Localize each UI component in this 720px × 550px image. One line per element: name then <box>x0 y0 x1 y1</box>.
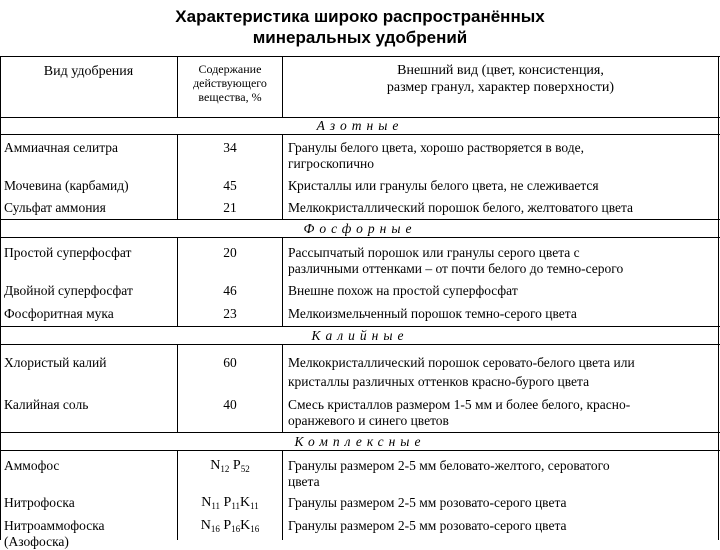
header-content-l1: Содержание <box>198 62 262 76</box>
ammophos-p-sub: 52 <box>240 464 250 474</box>
row-potassium-chloride-desc-1: Мелкокристаллический порошок серовато-белого цвета или <box>288 355 635 370</box>
header-col-type <box>0 63 177 80</box>
nitrophoska-p: P <box>223 495 232 510</box>
nitroammophoska-p-sub: 16 <box>231 524 241 534</box>
nitrophoska-k: K <box>239 495 251 510</box>
row-urea-name: Мочевина (карбамид) <box>4 178 129 193</box>
row-potassium-salt-name: Калийная соль <box>4 397 89 412</box>
row-superphosphate-desc-1: Рассыпчатый порошок или гранулы серого цвета с <box>288 245 580 260</box>
rule-top <box>0 56 720 57</box>
row-ammonium-sulfate-content: 21 <box>223 200 237 215</box>
header-content-l3: вещества, % <box>198 90 262 104</box>
row-superphosphate-desc-2: различными оттенками – от почти белого до темно-серого <box>288 261 624 276</box>
nitroammophoska-n-sub: 16 <box>210 524 220 534</box>
row-double-superphosphate-name: Двойной суперфосфат <box>4 283 133 298</box>
nitroammophoska-k: K <box>240 518 251 533</box>
rule-col2-c <box>282 237 283 326</box>
row-nitroammophoska-desc-1: Гранулы размером 2-5 мм розовато-серого цвета <box>288 518 567 533</box>
row-superphosphate-content: 20 <box>223 245 237 260</box>
row-nitrophoska-name: Нитрофоска <box>4 495 75 510</box>
row-ammophos-name: Аммофос <box>4 458 60 473</box>
row-phosphorite-flour-content: 23 <box>223 306 237 321</box>
row-potassium-chloride-content: 60 <box>223 355 237 370</box>
row-double-superphosphate-desc-1: Внешне похож на простой суперфосфат <box>288 283 518 298</box>
header-content-l2: действующего <box>193 76 267 90</box>
row-ammonium-sulfate-name: Сульфат аммония <box>4 200 106 215</box>
title-line-1: Характеристика широко распространённых <box>175 7 545 26</box>
ammophos-p: P <box>232 458 241 473</box>
row-phosphorite-flour-desc-1: Мелкоизмельченный порошок темно-серого цвета <box>288 306 577 321</box>
row-superphosphate-name: Простой суперфосфат <box>4 245 132 260</box>
rule-potassium <box>0 344 720 345</box>
nitrophoska-n: N <box>201 495 212 510</box>
row-ammonium-nitrate-name: Аммиачная селитра <box>4 140 119 155</box>
header-col-appearance <box>283 62 718 96</box>
nitrophoska-p-sub: 11 <box>231 501 240 511</box>
row-urea-desc-1: Кристаллы или гранулы белого цвета, не слеживается <box>288 178 599 193</box>
rule-complex <box>0 450 720 451</box>
row-nitrophoska-content <box>178 494 282 511</box>
title-line-2: минеральных удобрений <box>252 28 468 47</box>
row-nitroammophoska-name-2: (Азофоска) <box>4 534 69 549</box>
section-complex: Комплексные <box>294 434 426 449</box>
row-nitroammophoska-name: Нитроаммофоска <box>4 518 105 533</box>
row-potassium-salt-content: 40 <box>223 397 237 412</box>
nitroammophoska-p: P <box>223 518 232 533</box>
nitrophoska-n-sub: 11 <box>211 501 221 511</box>
row-ammonium-sulfate-desc-1: Мелкокристаллический порошок белого, желтоватого цвета <box>288 200 634 215</box>
row-urea-content: 45 <box>223 178 237 193</box>
row-potassium-chloride-desc-2: кристаллы различных оттенков красно-бурого цвета <box>288 374 590 389</box>
row-nitrophoska-desc-1: Гранулы размером 2-5 мм розовато-серого цвета <box>288 495 567 510</box>
row-nitroammophoska-content <box>178 517 282 534</box>
row-double-superphosphate-content: 46 <box>223 283 237 298</box>
row-potassium-salt-desc-1: Смесь кристаллов размером 1-5 мм и более белого, красно- <box>288 397 631 412</box>
nitroammophoska-k-sub: 16 <box>250 524 260 534</box>
header-appearance-l1: Внешний вид (цвет, консистенция, <box>397 63 604 78</box>
section-nitrogen: Азотные <box>316 118 404 133</box>
rule-phosphorus <box>0 237 720 238</box>
header-col-content <box>178 62 282 104</box>
page-title <box>0 6 720 48</box>
section-potassium: Калийные <box>311 328 409 343</box>
row-potassium-salt-desc-2: оранжевого и синего цветов <box>288 413 449 428</box>
row-phosphorite-flour-name: Фосфоритная мука <box>4 306 114 321</box>
row-ammonium-nitrate-content: 34 <box>223 140 237 155</box>
section-phosphorus: Фосфорные <box>303 221 417 236</box>
nitroammophoska-n: N <box>200 518 211 533</box>
header-col-type-label: Вид удобрения <box>43 64 134 79</box>
row-ammophos-content <box>178 457 282 474</box>
rule-col2-d <box>282 344 283 432</box>
row-ammonium-nitrate-desc-2: гигроскопично <box>288 156 374 171</box>
header-appearance-l2: размер гранул, характер поверхности) <box>386 80 615 95</box>
rule-col2-e <box>282 450 283 540</box>
row-ammophos-desc-1: Гранулы размером 2-5 мм беловато-желтого, сероватого <box>288 458 610 473</box>
row-ammophos-desc-2: цвета <box>288 474 320 489</box>
row-ammonium-nitrate-desc-1: Гранулы белого цвета, хорошо растворяется в воде, <box>288 140 584 155</box>
rule-nitrogen <box>0 134 720 135</box>
ammophos-n-sub: 12 <box>220 464 230 474</box>
row-potassium-chloride-name: Хлористый калий <box>4 355 107 370</box>
nitrophoska-k-sub: 11 <box>250 501 259 511</box>
ammophos-n: N <box>210 458 221 473</box>
rule-col2-b <box>282 134 283 219</box>
